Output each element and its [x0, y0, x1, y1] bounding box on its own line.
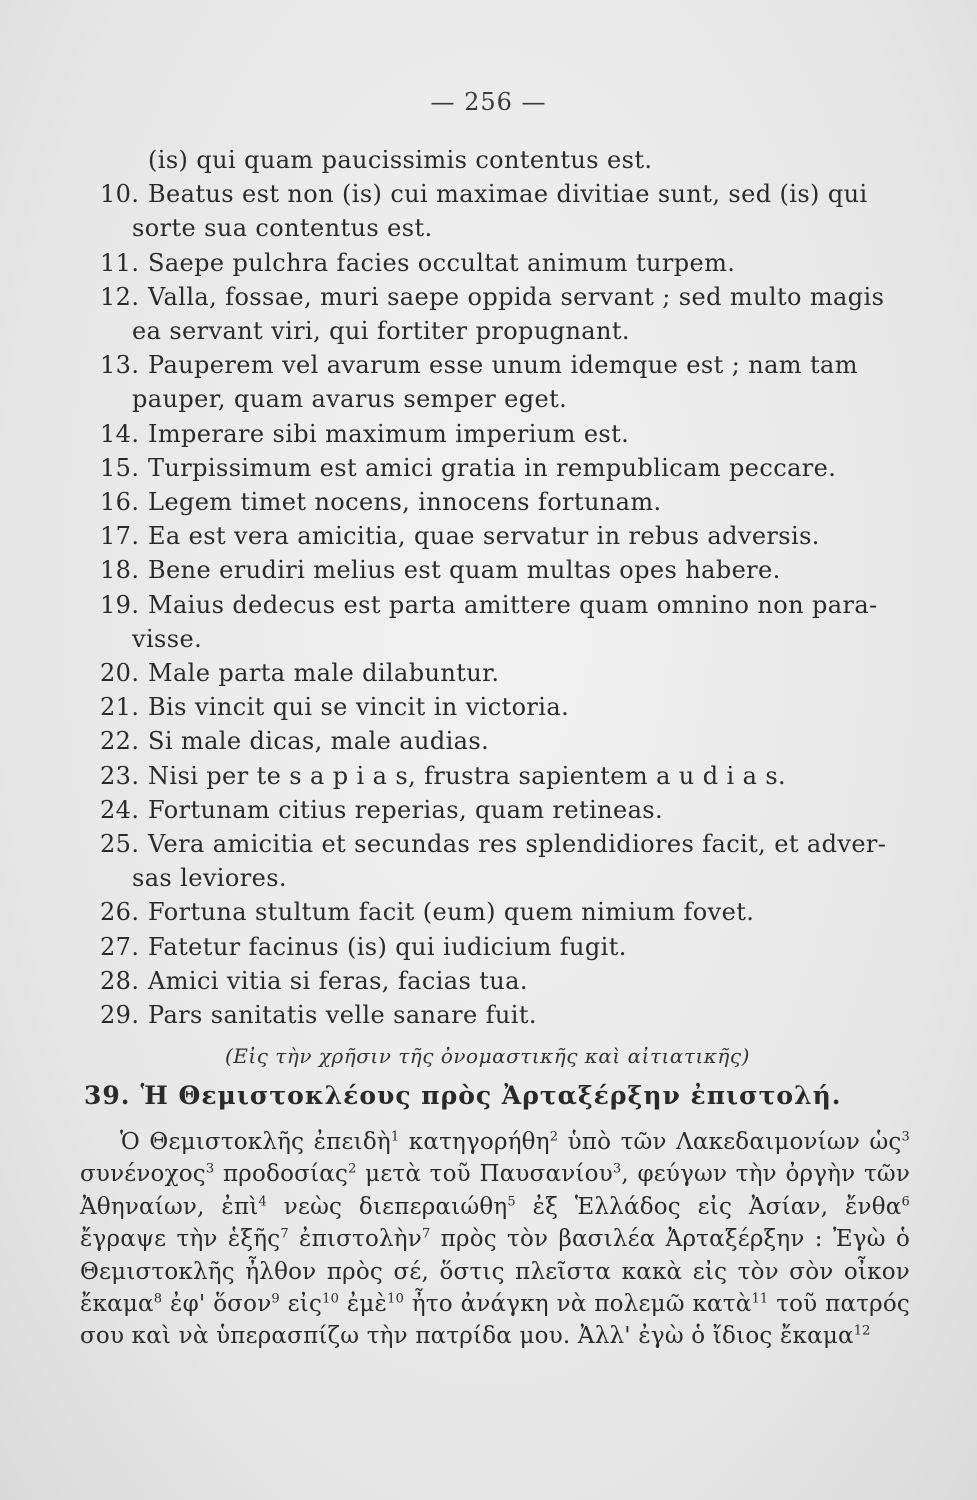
greek-paragraph	[80, 1126, 910, 1353]
footnote-marker: 10	[387, 1291, 405, 1307]
greek-text-segment: ἐπιστολὴν	[288, 1226, 422, 1253]
greek-text-segment: ἐφ' ὅσον	[162, 1291, 272, 1318]
section-number: 39.	[84, 1081, 131, 1110]
sentence-number: 22.	[100, 727, 140, 756]
sentence-text: Bis vincit qui se vincit in victoria.	[148, 693, 570, 722]
footnote-marker: 10	[322, 1291, 340, 1307]
footnote-marker: 2	[549, 1129, 559, 1145]
sentence-number: 27.	[100, 932, 140, 961]
sentence-text: Legem timet nocens, innocens fortunam.	[148, 488, 662, 517]
sentence-text: sas leviores.	[132, 864, 287, 893]
sentence-line	[100, 930, 940, 964]
sentence-line	[100, 451, 940, 485]
greek-text-segment: Ὁ Θεμιστοκλῆς ἐπειδὴ	[120, 1129, 391, 1155]
footnote-marker: 8	[153, 1291, 163, 1307]
sentence-number: 18.	[100, 556, 140, 585]
sentence-text: Saepe pulchra facies occultat animum turpem.	[148, 248, 736, 277]
greek-text-segment: ἐμὲ	[339, 1291, 388, 1318]
sentence-text: (is) qui quam paucissimis contentus est.	[148, 146, 653, 174]
sentence-line	[100, 724, 940, 758]
sentence-number: 21.	[100, 693, 140, 722]
footnote-marker: 3	[901, 1129, 910, 1145]
sentence-line	[100, 895, 940, 929]
sentence-text: sorte sua contentus est.	[132, 214, 433, 243]
greek-text-segment: κατηγορήθη	[399, 1129, 550, 1155]
greek-text-segment: ἦτο ἀνάγκη νὰ πολεμῶ κατὰ	[404, 1291, 752, 1318]
sentence-text: Si male dicas, male audias.	[148, 727, 490, 756]
greek-text-segment: ὑπὸ τῶν Λακεδαιμονίων ὡς	[558, 1129, 902, 1155]
page-number: — 256 —	[430, 88, 547, 116]
sentence-line	[100, 861, 940, 895]
sentence-text: Beatus est non (is) cui maximae divitiae sunt, sed (is) qui	[148, 180, 868, 209]
sentence-line	[100, 553, 940, 587]
latin-sentence-list	[100, 143, 940, 1032]
sentence-text: ea servant viri, qui fortiter propugnant.	[132, 317, 630, 346]
sentence-text: Pars sanitatis velle sanare fuit.	[148, 1001, 537, 1030]
sentence-number: 11.	[100, 248, 140, 277]
sentence-line	[100, 827, 940, 861]
sentence-text: Amici vitia si feras, facias tua.	[148, 966, 528, 995]
sentence-line	[100, 485, 940, 519]
sentence-number: 19.	[100, 590, 140, 619]
section-heading	[84, 1081, 944, 1110]
greek-text-segment: ἔγραψε τὴν ἑξῆς	[80, 1226, 281, 1253]
sentence-line	[100, 314, 940, 348]
sentence-line	[100, 998, 940, 1032]
sentence-text: Fortunam citius reperias, quam retineas.	[148, 795, 664, 824]
sentence-text: Bene erudiri melius est quam multas opes habere.	[148, 556, 781, 585]
sentence-text: Maius dedecus est parta amittere quam omnino non para-	[148, 590, 878, 619]
greek-text-segment: εἰς	[279, 1291, 323, 1318]
footnote-marker: 3	[205, 1161, 215, 1177]
sentence-line	[100, 690, 940, 724]
sentence-line	[100, 622, 940, 656]
footnote-marker: 1	[390, 1129, 400, 1145]
footnote-marker: 6	[901, 1194, 910, 1210]
sentence-text: pauper, quam avarus semper eget.	[132, 385, 568, 414]
greek-text-segment: προδοσίας	[214, 1161, 349, 1188]
sentence-line	[100, 177, 940, 211]
sentence-line	[100, 964, 940, 998]
sentence-number: 14.	[100, 419, 140, 448]
sentence-line	[100, 246, 940, 280]
sentence-number: 15.	[100, 453, 140, 482]
section-title: Ἡ Θεμιστοκλέους πρὸς Ἀρταξέρξην ἐπιστολή.	[140, 1081, 842, 1110]
sentence-number: 12.	[100, 282, 140, 311]
greek-text-segment: πρὸς τὸν βασιλέα Ἀρταξέρξην : Ἐγὼ ὁ Θεμιστοκλῆς ἦλθον πρὸς σέ, ὅστις πλεῖστα κακὰ εἰς τὸν σὸν οἶκον ἔκαμα	[80, 1226, 910, 1318]
greek-text-segment: ἐξ Ἑλλάδος εἰς Ἀσίαν, ἔνθα	[515, 1193, 902, 1220]
sentence-number: 17.	[100, 522, 140, 551]
sentence-line	[100, 211, 940, 245]
footnote-marker: 4	[258, 1194, 267, 1210]
sentence-number: 25.	[100, 830, 140, 859]
footnote-marker: 7	[280, 1226, 289, 1242]
greek-text-segment: νεὼς διεπεραιώθη	[266, 1193, 508, 1220]
sentence-number: 24.	[100, 795, 140, 824]
footnote-marker: 5	[507, 1194, 516, 1210]
sentence-line	[100, 348, 940, 382]
sentence-text: Valla, fossae, muri saepe oppida servant ; sed multo magis	[148, 282, 885, 311]
sentence-line	[100, 656, 940, 690]
sentence-text: Turpissimum est amici gratia in rempublicam peccare.	[148, 453, 837, 482]
sentence-number: 28.	[100, 966, 140, 995]
greek-text-segment: συνένοχος	[80, 1161, 206, 1188]
sentence-text: Ea est vera amicitia, quae servatur in rebus adversis.	[148, 522, 820, 551]
sentence-text: Fortuna stultum facit (eum) quem nimium fovet.	[148, 898, 755, 927]
sentence-text: Fatetur facinus (is) qui iudicium fugit.	[148, 932, 627, 961]
sentence-number: 10.	[100, 180, 140, 209]
footnote-marker: 11	[751, 1291, 769, 1307]
sentence-line	[100, 143, 940, 177]
sentence-line	[100, 588, 940, 622]
greek-text-segment: , φεύγων τὴν ὀργὴν τῶν Ἀθηναίων, ἐπὶ	[80, 1161, 911, 1220]
sentence-text: Male parta male dilabuntur.	[148, 659, 500, 688]
sentence-text: Nisi per te s a p i a s, frustra sapientem a u d i a s.	[148, 761, 787, 790]
sentence-line	[100, 759, 940, 793]
sentence-text: Pauperem vel avarum esse unum idemque est ; nam tam	[148, 351, 858, 380]
sentence-text: Imperare sibi maximum imperium est.	[148, 419, 630, 448]
sentence-line	[100, 382, 940, 416]
greek-text-segment: τοῦ πατρός σου καὶ νὰ ὑπερασπίζω τὴν πατρίδα μου. Ἀλλ' ἐγὼ ὁ ἴδιος ἔκαμα	[80, 1291, 911, 1350]
sentence-line	[100, 280, 940, 314]
sentence-text: Vera amicitia et secundas res splendidiores facit, et adver-	[148, 830, 887, 859]
footnote-marker: 3	[612, 1161, 622, 1177]
sentence-number: 26.	[100, 898, 140, 927]
greek-text-segment: μετὰ τοῦ Παυσανίου	[356, 1161, 613, 1188]
section-subtitle: (Εἰς τὴν χρῆσιν τῆς ὀνομαστικῆς καὶ αἰτιατικῆς)	[225, 1044, 750, 1068]
sentence-number: 29.	[100, 1001, 140, 1030]
sentence-number: 23.	[100, 761, 140, 790]
footnote-marker: 2	[348, 1161, 357, 1177]
sentence-number: 16.	[100, 488, 140, 517]
footnote-marker: 9	[271, 1291, 280, 1307]
sentence-text: visse.	[132, 624, 203, 653]
footnote-marker: 12	[853, 1323, 871, 1339]
sentence-line	[100, 417, 940, 451]
sentence-line	[100, 793, 940, 827]
footnote-marker: 7	[421, 1226, 431, 1242]
sentence-number: 13.	[100, 351, 140, 380]
sentence-line	[100, 519, 940, 553]
sentence-number: 20.	[100, 659, 140, 688]
